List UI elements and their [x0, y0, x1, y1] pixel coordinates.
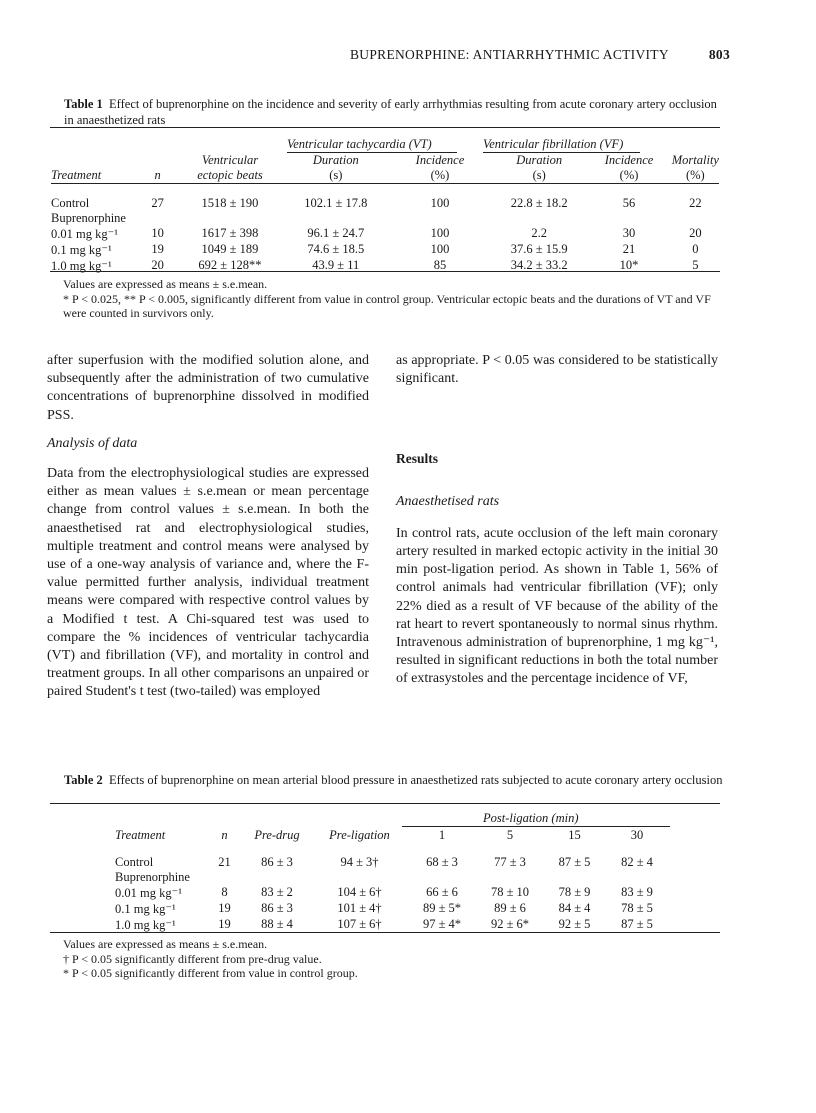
- th-vf-duration-unit: (s): [532, 168, 546, 182]
- th-vt-incidence-unit: (%): [430, 168, 450, 182]
- table-row: [51, 242, 719, 258]
- left-paragraph-1: after superfusion with the modified solution alone, and subsequently after the administration of two cumulative concentrations of buprenorphine dissolved in modified PSS.: [47, 353, 369, 423]
- row-15min: 84 ± 4: [558, 901, 591, 915]
- row-vt-duration: 96.1 ± 24.7: [307, 226, 365, 240]
- row-vf-incidence: 10*: [619, 258, 639, 272]
- row-n: 10: [151, 226, 164, 240]
- row-treatment: 1.0 mg kg⁻¹: [51, 259, 112, 273]
- th-vf-incidence: Incidence: [604, 153, 654, 167]
- row-5min: 92 ± 6*: [490, 917, 530, 931]
- table1-group-vf: Ventricular fibrillation (VF): [483, 137, 624, 151]
- row-treatment: Control: [115, 855, 154, 869]
- row-veb: 1049 ± 189: [201, 242, 259, 256]
- th-treatment: Treatment: [51, 168, 102, 182]
- running-title: BUPRENORPHINE: ANTIARRHYTHMIC ACTIVITY: [350, 47, 669, 62]
- row-1min: 97 ± 4*: [422, 917, 462, 931]
- row-pre-ligation: 94 ± 3†: [340, 855, 379, 869]
- table2-note-1: Values are expressed as means ± s.e.mean.: [63, 937, 268, 951]
- row-n: 19: [151, 242, 164, 256]
- row-vt-duration: 74.6 ± 18.5: [307, 242, 365, 256]
- table1-caption-text: Effect of buprenorphine on the incidence and severity of early arrhythmias resulting from acute coronary artery occlusion in anaesthetized rats: [64, 97, 717, 127]
- table-row: [51, 196, 719, 211]
- th-30min: 30: [630, 828, 644, 842]
- th-veb: Ventricular: [201, 153, 259, 167]
- row-treatment: 0.1 mg kg⁻¹: [51, 243, 112, 257]
- table2-head-row: [115, 828, 668, 843]
- row-5min: 78 ± 10: [490, 885, 530, 899]
- th-n: n: [154, 168, 161, 182]
- table-row: [51, 226, 719, 242]
- right-paragraph-2: In control rats, acute occlusion of the left main coronary artery resulted in marked ectopic activity in the initial 30 min post-ligation period. As shown in Table 1, 56% of control animals had ventricular fibrillation (VF); only 22% died as a result of VF because of the ability of the rat heart to revert spontaneously to normal sinus rhythm. Intravenous administration of buprenorphine, 1 mg kg⁻¹, resulted in significant reductions in both the total number of extrasystoles and the percentage incidence of VF,: [396, 525, 718, 687]
- row-vf-duration: 37.6 ± 15.9: [510, 242, 568, 256]
- row-vt-incidence: 100: [430, 242, 450, 256]
- table-row: [51, 211, 719, 226]
- row-veb: 692 ± 128**: [198, 258, 262, 272]
- left-paragraph-2: Data from the electrophysiological studies are expressed either as mean values ± s.e.mean or mean percentage change from control values ± s.e.mean. In both the anaesthetised rat and electrophysiological studies, multiple treatment and control means were analysed by use of a one-way analysis of variance and, where the F-value permitted further analysis, individual treatment means were compared with respective control values by a Modified t test. A Chi-squared test was used to compare the % incidences of ventricular tachycardia (VT) and fibrillation (VF), and mortality in control and treatment groups. In all other comparisons an unpaired or paired Student's t test (two-tailed) was employed: [47, 466, 369, 700]
- row-15min: 87 ± 5: [558, 855, 591, 869]
- row-treatment: Control: [51, 196, 90, 210]
- table1-head-row2: [51, 168, 719, 184]
- row-vf-duration: 2.2: [531, 226, 547, 240]
- row-15min: 92 ± 5: [558, 917, 591, 931]
- th-15min: 15: [568, 828, 581, 842]
- th-mortality: Mortality: [671, 153, 719, 167]
- table1-bottom-rule: [50, 271, 720, 272]
- table-row: [115, 885, 668, 901]
- th-vt-duration: Duration: [312, 153, 359, 167]
- table2: [115, 828, 668, 933]
- row-vf-incidence: 21: [622, 242, 636, 256]
- row-mortality: 20: [689, 226, 702, 240]
- row-vt-incidence: 100: [430, 226, 450, 240]
- row-n: 27: [151, 196, 164, 210]
- th-vt-duration-unit: (s): [329, 168, 343, 182]
- row-vt-duration: 102.1 ± 17.8: [304, 196, 368, 210]
- analysis-heading: Analysis of data: [47, 435, 138, 451]
- row-pre-drug: 86 ± 3: [261, 901, 293, 915]
- row-pre-drug: 88 ± 4: [261, 917, 293, 931]
- table2-post-rule: [402, 826, 670, 827]
- row-n: 21: [218, 855, 231, 869]
- row-n: 8: [221, 885, 228, 899]
- left-column: [47, 352, 369, 702]
- th-vf-incidence-unit: (%): [619, 168, 639, 182]
- th-veb-2: ectopic beats: [197, 168, 263, 182]
- table1-note-2: * P < 0.025, ** P < 0.005, significantly different from value in control group. Ventricular ectopic beats and the durations of VT and VF were counted in survivors only.: [63, 291, 711, 320]
- row-treatment: Buprenorphine: [115, 870, 190, 884]
- row-15min: 78 ± 9: [558, 885, 591, 899]
- row-30min: 78 ± 5: [621, 901, 653, 915]
- th-vt-incidence: Incidence: [415, 153, 465, 167]
- row-n: 19: [218, 917, 231, 931]
- th-pre-drug: Pre-drug: [254, 828, 300, 842]
- row-pre-ligation: 104 ± 6†: [337, 885, 382, 899]
- running-header: [350, 47, 730, 63]
- row-veb: 1617 ± 398: [201, 226, 259, 240]
- row-1min: 66 ± 6: [426, 885, 458, 899]
- row-30min: 83 ± 9: [621, 885, 653, 899]
- table2-notes: [63, 937, 713, 981]
- th-vf-duration: Duration: [516, 153, 563, 167]
- th-mortality-unit: (%): [685, 168, 705, 182]
- row-1min: 89 ± 5*: [422, 901, 462, 915]
- table2-caption-text: Effects of buprenorphine on mean arterial blood pressure in anaesthetized rats subjected to acute coronary artery occlusion: [109, 773, 723, 787]
- row-30min: 87 ± 5: [621, 917, 653, 931]
- row-vf-incidence: 30: [622, 226, 636, 240]
- table1-caption: [64, 96, 724, 128]
- table-row: [115, 917, 668, 933]
- row-pre-drug: 83 ± 2: [261, 885, 293, 899]
- table2-top-rule: [50, 803, 720, 804]
- row-pre-ligation: 107 ± 6†: [337, 917, 382, 931]
- row-treatment: Buprenorphine: [51, 211, 126, 225]
- row-1min: 68 ± 3: [426, 855, 458, 869]
- table-row: [115, 901, 668, 917]
- row-veb: 1518 ± 190: [201, 196, 259, 210]
- row-vt-incidence: 100: [430, 196, 450, 210]
- right-column: [396, 352, 718, 689]
- table1-group-vt: Ventricular tachycardia (VT): [287, 137, 432, 151]
- table1-label: Table 1: [64, 97, 103, 111]
- row-vt-incidence: 85: [433, 258, 447, 272]
- table2-caption: [64, 772, 724, 788]
- row-treatment: 0.01 mg kg⁻¹: [115, 886, 182, 900]
- table1-notes: [63, 277, 713, 321]
- row-n: 20: [151, 258, 164, 272]
- th-pre-ligation: Pre-ligation: [329, 828, 390, 842]
- table2-group-post: Post-ligation (min): [483, 811, 579, 825]
- row-pre-ligation: 101 ± 4†: [337, 901, 382, 915]
- row-mortality: 5: [692, 258, 699, 272]
- row-n: 19: [218, 901, 231, 915]
- results-heading: Results: [396, 451, 439, 467]
- th-5min: 5: [506, 828, 514, 842]
- table2-note-2: † P < 0.05 significantly different from pre-drug value.: [63, 951, 322, 966]
- table2-bottom-rule: [50, 932, 720, 933]
- row-mortality: 0: [692, 242, 699, 256]
- row-treatment: 1.0 mg kg⁻¹: [115, 918, 176, 932]
- table-row: [115, 870, 668, 885]
- row-vf-incidence: 56: [622, 196, 636, 210]
- right-paragraph-1: as appropriate. P < 0.05 was considered to be statistically significant.: [396, 353, 718, 387]
- page-number: 803: [708, 47, 730, 62]
- row-vf-duration: 22.8 ± 18.2: [510, 196, 568, 210]
- th-1min: 1: [438, 828, 446, 842]
- row-30min: 82 ± 4: [621, 855, 653, 869]
- table1-note-1: Values are expressed as means ± s.e.mean.: [63, 277, 268, 291]
- row-mortality: 22: [689, 196, 702, 210]
- anaesthetised-rats-heading: Anaesthetised rats: [396, 493, 500, 509]
- table-row: [115, 855, 668, 870]
- th-treatment: Treatment: [115, 828, 166, 842]
- row-vt-duration: 43.9 ± 11: [312, 258, 360, 272]
- table1-head-row1: [51, 153, 719, 168]
- table2-note-3: * P < 0.05 significantly different from value in control group.: [63, 966, 358, 980]
- table2-label: Table 2: [64, 773, 103, 787]
- row-vf-duration: 34.2 ± 33.2: [510, 258, 568, 272]
- table1-top-rule: [50, 127, 720, 128]
- row-pre-drug: 86 ± 3: [261, 855, 293, 869]
- row-treatment: 0.01 mg kg⁻¹: [51, 227, 118, 241]
- th-n: n: [221, 828, 228, 842]
- row-5min: 77 ± 3: [494, 855, 526, 869]
- row-5min: 89 ± 6: [494, 901, 526, 915]
- table1: [51, 153, 719, 274]
- row-treatment: 0.1 mg kg⁻¹: [115, 902, 176, 916]
